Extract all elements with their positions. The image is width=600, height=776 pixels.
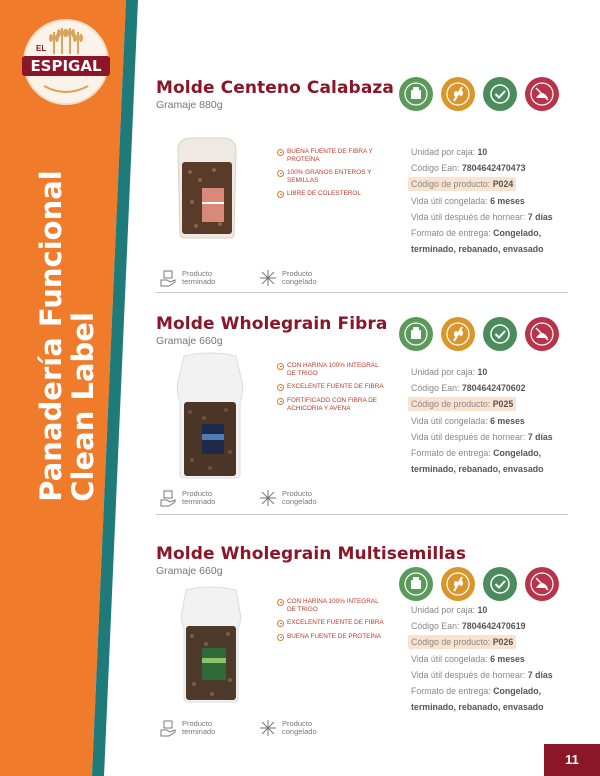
spec-codigo: Código de producto: P024 <box>411 176 581 192</box>
status-congelado: Producto congelado <box>258 488 317 508</box>
spec-vida-congelada: Vida útil congelada: 6 meses <box>411 195 525 206</box>
spec-unidad: Unidad por caja: 10 <box>411 367 488 377</box>
spec-ean: Código Ean: 7804642470619 <box>411 621 526 632</box>
side-title-line1: Panadería Funcional <box>34 170 68 502</box>
natural-badge-icon <box>398 566 434 602</box>
spec-ean: Código Ean: 7804642470602 <box>411 383 526 394</box>
snowflake-icon <box>258 488 278 508</box>
status-terminado: Producto terminado <box>158 488 215 508</box>
spec-unidad: Unidad por caja: 10 <box>411 605 488 615</box>
spec-codigo: Código de producto: P026 <box>411 634 581 650</box>
snowflake-icon <box>258 268 278 288</box>
feature-item: LIBRE DE COLESTEROL <box>277 190 387 198</box>
clean-label-badge-icon <box>482 316 518 352</box>
product-weight: Gramaje 660g <box>156 565 223 577</box>
status-congelado: Producto congelado <box>258 268 317 288</box>
sourdough-badge-icon <box>524 566 560 602</box>
spec-formato: Formato de entrega: Congelado, <box>411 448 542 459</box>
feature-list <box>277 598 387 647</box>
feature-item: BUENA FUENTE DE PROTEÍNA <box>277 633 387 641</box>
spec-list <box>411 144 581 257</box>
snowflake-icon <box>258 718 278 738</box>
feature-item: CON HARINA 100% INTEGRAL DE TRIGO <box>277 362 387 377</box>
badge-row <box>398 316 560 352</box>
product-image <box>170 352 250 485</box>
feature-item: EXCELENTE FUENTE DE FIBRA <box>277 383 387 391</box>
fiber-badge-icon <box>440 76 476 112</box>
separator <box>156 514 568 515</box>
hand-product-icon <box>158 718 178 738</box>
feature-item: 100% GRANOS ENTEROS Y SEMILLAS <box>277 169 387 184</box>
spec-formato: Formato de entrega: Congelado, <box>411 228 542 239</box>
product-weight: Gramaje 880g <box>156 99 223 111</box>
hand-product-icon <box>158 488 178 508</box>
spec-vida-congelada: Vida útil congelada: 6 meses <box>411 415 525 426</box>
natural-badge-icon <box>398 76 434 112</box>
spec-formato-cont: terminado, rebanado, envasado <box>411 244 544 255</box>
fiber-badge-icon <box>440 316 476 352</box>
product-weight: Gramaje 660g <box>156 335 223 347</box>
product-title: Molde Centeno Calabaza <box>156 78 394 98</box>
feature-list <box>277 362 387 418</box>
feature-item: FORTIFICADO CON FIBRA DE ACHICORIA Y AVENA <box>277 397 387 412</box>
status-congelado: Producto congelado <box>258 718 317 738</box>
product-title: Molde Wholegrain Fibra <box>156 314 388 334</box>
sourdough-badge-icon <box>524 316 560 352</box>
natural-badge-icon <box>398 316 434 352</box>
product-title: Molde Wholegrain Multisemillas <box>156 544 467 564</box>
feature-item: CON HARINA 100% INTEGRAL DE TRIGO <box>277 598 387 613</box>
spec-list <box>411 602 581 715</box>
fiber-badge-icon <box>440 566 476 602</box>
page-number: 11 <box>544 744 600 776</box>
spec-ean: Código Ean: 7804642470473 <box>411 163 526 174</box>
sourdough-badge-icon <box>524 76 560 112</box>
logo-name: ESPIGAL <box>30 57 102 75</box>
product-image <box>172 132 242 245</box>
espigal-logo <box>16 16 134 108</box>
spec-vida-hornear: Vida útil después de hornear: 7 días <box>411 431 553 442</box>
spec-unidad: Unidad por caja: 10 <box>411 147 488 157</box>
spec-formato-cont: terminado, rebanado, envasado <box>411 702 544 713</box>
spec-list <box>411 364 581 477</box>
side-band <box>0 0 138 776</box>
status-terminado: Producto terminado <box>158 268 215 288</box>
spec-codigo: Código de producto: P025 <box>411 396 581 412</box>
side-title-line2: Clean Label <box>66 312 100 502</box>
spec-vida-hornear: Vida útil después de hornear: 7 días <box>411 669 553 680</box>
product-image <box>176 584 246 709</box>
logo-small-text: EL <box>36 44 47 53</box>
feature-item: EXCELENTE FUENTE DE FIBRA <box>277 619 387 627</box>
side-title <box>4 96 130 576</box>
spec-formato-cont: terminado, rebanado, envasado <box>411 464 544 475</box>
spec-formato: Formato de entrega: Congelado, <box>411 686 542 697</box>
hand-product-icon <box>158 268 178 288</box>
spec-vida-hornear: Vida útil después de hornear: 7 días <box>411 211 553 222</box>
spec-vida-congelada: Vida útil congelada: 6 meses <box>411 653 525 664</box>
feature-list <box>277 148 387 204</box>
clean-label-badge-icon <box>482 76 518 112</box>
separator <box>156 292 568 293</box>
feature-item: BUENA FUENTE DE FIBRA Y PROTEÍNA <box>277 148 387 163</box>
badge-row <box>398 566 560 602</box>
status-terminado: Producto terminado <box>158 718 215 738</box>
clean-label-badge-icon <box>482 566 518 602</box>
badge-row <box>398 76 560 112</box>
